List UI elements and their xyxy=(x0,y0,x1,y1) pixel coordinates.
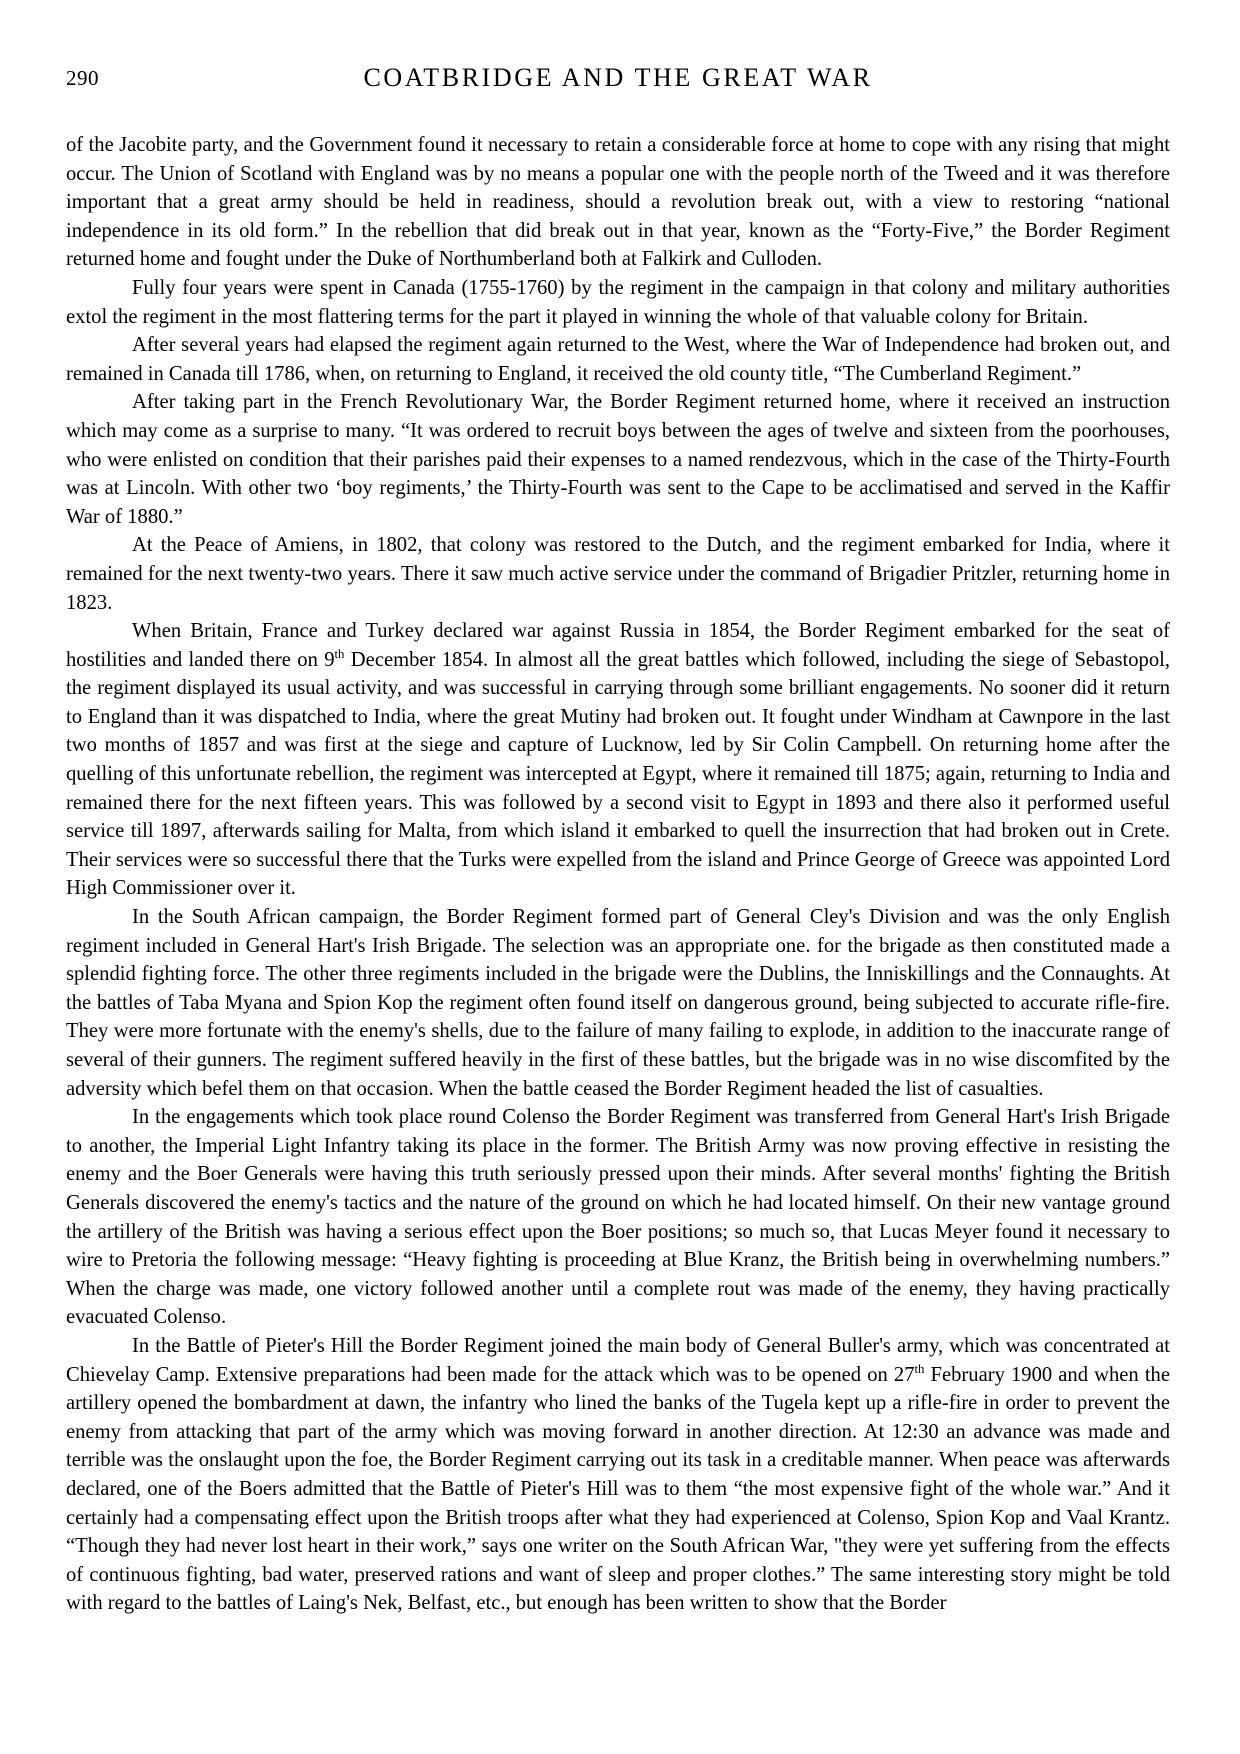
body-paragraph: After several years had elapsed the regiment again returned to the West, where the War of Independence had broken out, and remained in Canada till 1786, when, on returning to England, it received the old county title, “The Cumberland Regiment.” xyxy=(66,334,1170,385)
body-paragraph: Fully four years were spent in Canada (1755-1760) by the regiment in the campaign in that colony and military authorities extol the regiment in the most flattering terms for the part it played in winning the whole of that valuable colony for Britain. xyxy=(66,276,1170,328)
body-paragraph: In the South African campaign, the Border Regiment formed part of General Cley's Division and was the only English regiment included in General Hart's Irish Brigade. The selection was an appropriate one. for the brigade as then constituted made a splendid fighting force. The other three regiments included in the brigade were the Dublins, the Inniskillings and the Connaughts. At the battles of Taba Myana and Spion Kop the regiment often found itself on dangerous ground, being subjected to accurate rifle-fire. They were more fortunate with the enemy's shells, due to the failure of many failing to explode, in addition to the inaccurate range of several of their gunners. The regiment suffered heavily in the first of these battles, but the brigade was in no wise discomfited by the adversity which befel them on that occasion. When the battle ceased the Border Regiment headed the list of casualties. xyxy=(66,906,1170,1100)
body-paragraph: At the Peace of Amiens, in 1802, that colony was restored to the Dutch, and the regiment embarked for India, where it remained for the next twenty-two years. There it saw much active service under the command of Brigadier Pritzler, returning home in 1823. xyxy=(66,534,1170,614)
body-paragraph: After taking part in the French Revolutionary War, the Border Regiment returned home, where it received an instruction which may come as a surprise to many. “It was ordered to recruit boys between the ages of twelve and sixteen from the poorhouses, who were enlisted on condition that their parishes paid their expenses to a named rendezvous, which in the case of the Thirty-Fourth was at Lincoln. With other two ‘boy regiments,’ the Thirty-Fourth was sent to the Cape to be acclimatised and served in the Kaffir War of 1880.” xyxy=(66,391,1170,528)
body-text-block xyxy=(66,131,1170,1618)
body-paragraph: In the Battle of Pieter's Hill the Border Regiment joined the main body of General Buller's army, which was concentrated at Chievelay Camp. Extensive preparations had been made for the attack which was to be opened on 27th February 1900 and when the artillery opened the bombardment at dawn, the infantry who lined the banks of the Tugela kept up a rifle-fire in order to prevent the enemy from attacking that part of the army which was moving forward in another direction. At 12:30 an advance was made and terrible was the onslaught upon the foe, the Border Regiment carrying out its task in a creditable manner. When peace was afterwards declared, one of the Boers admitted that the Battle of Pieter's Hill was to them “the most expensive fight of the whole war.” And it certainly had a compensating effect upon the British troops after what they had experienced at Colenso, Spion Kop and Vaal Krantz. “Though they had never lost heart in their work,” says one writer on the South African War, "they were yet suffering from the effects of continuous fighting, bad water, preserved rations and want of sleep and proper clothes.” The same interesting story might be told with regard to the battles of Laing's Nek, Belfast, etc., but enough has been written to show that the Border xyxy=(66,1334,1170,1615)
running-title: COATBRIDGE AND THE GREAT WAR xyxy=(363,63,873,92)
body-paragraph: of the Jacobite party, and the Government found it necessary to retain a considerable force at home to cope with any rising that might occur. The Union of Scotland with England was by no means a popular one with the people north of the Tweed and it was therefore important that a great army should be held in readiness, should a revolution break out, with a view to restoring “national independence in its old form.” In the rebellion that did break out in that year, known as the “Forty-Five,” the Border Regiment returned home and fought under the Duke of Northumberland both at Falkirk and Culloden. xyxy=(66,134,1170,271)
body-paragraph: In the engagements which took place round Colenso the Border Regiment was transferred from General Hart's Irish Brigade to another, the Imperial Light Infantry taking its place in the former. The British Army was now proving effective in resisting the enemy and the Boer Generals were having this truth seriously pressed upon their minds. After several months' fighting the British Generals discovered the enemy's tactics and the nature of the ground on which he had located himself. On their new vantage ground the artillery of the British was having a serious effect upon the Boer positions; so much so, that Lucas Meyer found it necessary to wire to Pretoria the following message: “Heavy fighting is proceeding at Blue Kranz, the British being in overwhelming numbers.” When the charge was made, one victory followed another until a complete rout was made of the enemy, they having practically evacuated Colenso. xyxy=(66,1106,1170,1329)
running-head xyxy=(66,62,1170,102)
page-number: 290 xyxy=(66,66,99,90)
body-paragraph: When Britain, France and Turkey declared war against Russia in 1854, the Border Regiment embarked for the seat of hostilities and landed there on 9th December 1854. In almost all the great battles which followed, including the siege of Sebastopol, the regiment displayed its usual activity, and was successful in carrying through some brilliant engagements. No sooner did it return to England than it was dispatched to India, where the great Mutiny had broken out. It fought under Windham at Cawnpore in the last two months of 1857 and was first at the siege and capture of Lucknow, led by Sir Colin Campbell. On returning home after the quelling of this unfortunate rebellion, the regiment was intercepted at Egypt, where it remained till 1875; again, returning to India and remained there for the next fifteen years. This was followed by a second visit to Egypt in 1893 and there also it performed useful service till 1897, afterwards sailing for Malta, from which island it embarked to quell the insurrection that had broken out in Crete. Their services were so successful there that the Turks were expelled from the island and Prince George of Greece was appointed Lord High Commissioner over it. xyxy=(66,620,1170,900)
